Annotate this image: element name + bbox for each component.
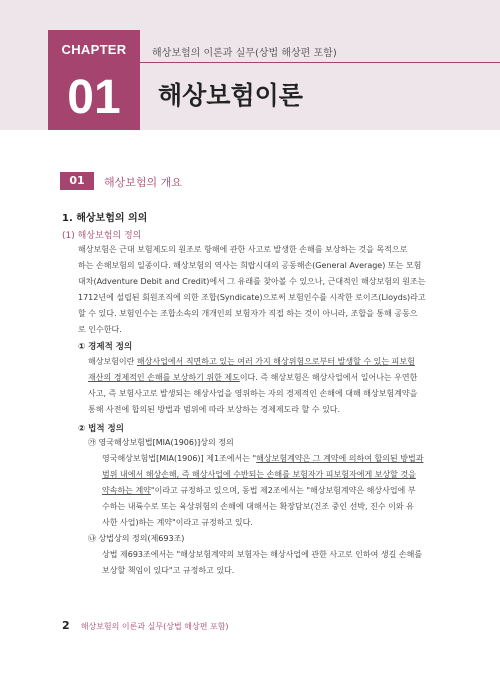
text-run: 이다. 즉 해상보험은 해상사업에서 일어나는 우연한	[239, 373, 418, 382]
subheading-text: 경제적 정의	[88, 342, 133, 352]
text-line: 하는 손해보험의 일종이다. 해상보험의 역사는 희랍시대의 공동해손(General Average) 또는 모험	[78, 261, 422, 270]
text-line: 보상할 책임이 있다"고 규정하고 있다.	[102, 566, 235, 575]
text-line: 로 인수한다.	[78, 325, 122, 334]
subheading-text: 법적 정의	[88, 424, 124, 434]
underlined-text: 재산의 경제적인 손해를 보상하기 위한 제도	[88, 373, 240, 382]
circled-marker: ㉯	[88, 534, 96, 543]
heading-level2: (1) 해상보험의 정의	[62, 231, 142, 241]
subheading-text: 상법상의 정의(제693조)	[98, 534, 185, 543]
text-run: 해상보험이란	[88, 357, 137, 366]
text-line	[102, 467, 423, 483]
header-divider	[140, 62, 500, 63]
subheading-text: 영국해상보험법[MIA(1906)]상의 정의	[98, 438, 234, 447]
heading-level1: 1. 해상보험의 의의	[62, 213, 148, 224]
underlined-text: 해상보험계약은 그 계약에 의하여 합의된 방법과	[256, 454, 424, 463]
subheading-economic	[78, 340, 132, 352]
page-number: 2	[62, 619, 70, 632]
text-line: 사한 사업)하는 계약"이라고 규정하고 있다.	[102, 518, 253, 527]
subheading-legal	[78, 422, 124, 434]
section-number: 01	[60, 172, 94, 190]
paragraph-economic	[88, 354, 417, 418]
chapter-badge	[48, 30, 140, 130]
text-line: 대차(Adventure Debit and Credit)에서 그 유래를 찾아볼 수 있으나, 근대적인 해상보험의 원조는	[78, 277, 426, 286]
text-line: 할 수 있다. 보험인수는 조합소속의 개개인의 보험자가 직접 하는 것이 아니라, 조합을 통해 공동으	[78, 309, 418, 318]
circled-marker: ①	[78, 342, 86, 352]
text-run: "이라고 규정하고 있으며, 동법 제2조에서는 "해상보험계약은 해상사업에 부	[150, 486, 416, 495]
text-line: 상법 제693조에서는 "해상보험계약의 보험자는 해상사업에 관한 사고로 인하여 생길 손해를	[102, 550, 423, 559]
footer-title: 해상보험의 이론과 실무(상법 해상편 포함)	[80, 622, 229, 631]
subheading-commercial-act	[88, 533, 184, 544]
underlined-text: 약속하는 계약	[102, 486, 151, 495]
text-line	[102, 451, 423, 467]
circled-marker: ㉮	[88, 438, 96, 447]
text-run: 영국해상보험법[MIA(1906)] 제1조에서는 "	[102, 454, 257, 463]
chapter-title: 해상보험이론	[158, 81, 303, 110]
text-line: 1712년에 설립된 회원조직에 의한 조합(Syndicate)으로써 보험인수를 시작한 로이즈(Lloyds)라고	[78, 293, 426, 302]
paragraph-mia	[102, 451, 423, 531]
subheading-mia	[88, 437, 234, 448]
paragraph-commercial-act	[102, 547, 422, 579]
page-footer	[62, 614, 229, 633]
text-line: 해상보험은 근대 보험제도의 원조로 항해에 관한 사고로 발생한 손해를 보상하는 것을 목적으로	[78, 245, 408, 254]
text-line	[88, 370, 417, 386]
paragraph-definition	[78, 242, 426, 338]
section-title: 해상보험의 개요	[104, 176, 182, 189]
text-line	[102, 483, 423, 499]
chapter-header	[0, 0, 500, 130]
chapter-number: 01	[67, 71, 121, 124]
text-line: 사고, 즉 보험사고로 발생되는 해상사업을 영위하는 자의 경제적인 손해에 대해 해상보험계약을	[88, 389, 418, 398]
chapter-label: CHAPTER	[61, 42, 127, 57]
underlined-text: 범위 내에서 해상손해, 즉 해상사업에 수반되는 손해를 보험자가 피보험자에게 보상할 것을	[102, 470, 416, 479]
text-line: 통해 사전에 합의된 방법과 범위에 따라 보상하는 경제제도라 할 수 있다.	[88, 405, 341, 414]
underlined-text: 해상사업에서 직면하고 있는 여러 가지 해상위험으로부터 발생할 수 있는 피보험	[136, 357, 415, 366]
circled-marker: ②	[78, 424, 86, 434]
text-line	[88, 354, 417, 370]
text-line: 수하는 내륙수로 또는 육상위험의 손해에 대해서는 확장담보(건조 중인 선박, 진수 이와 유	[102, 502, 414, 511]
book-title: 해상보험의 이론과 실무(상법 해상편 포함)	[152, 48, 337, 59]
